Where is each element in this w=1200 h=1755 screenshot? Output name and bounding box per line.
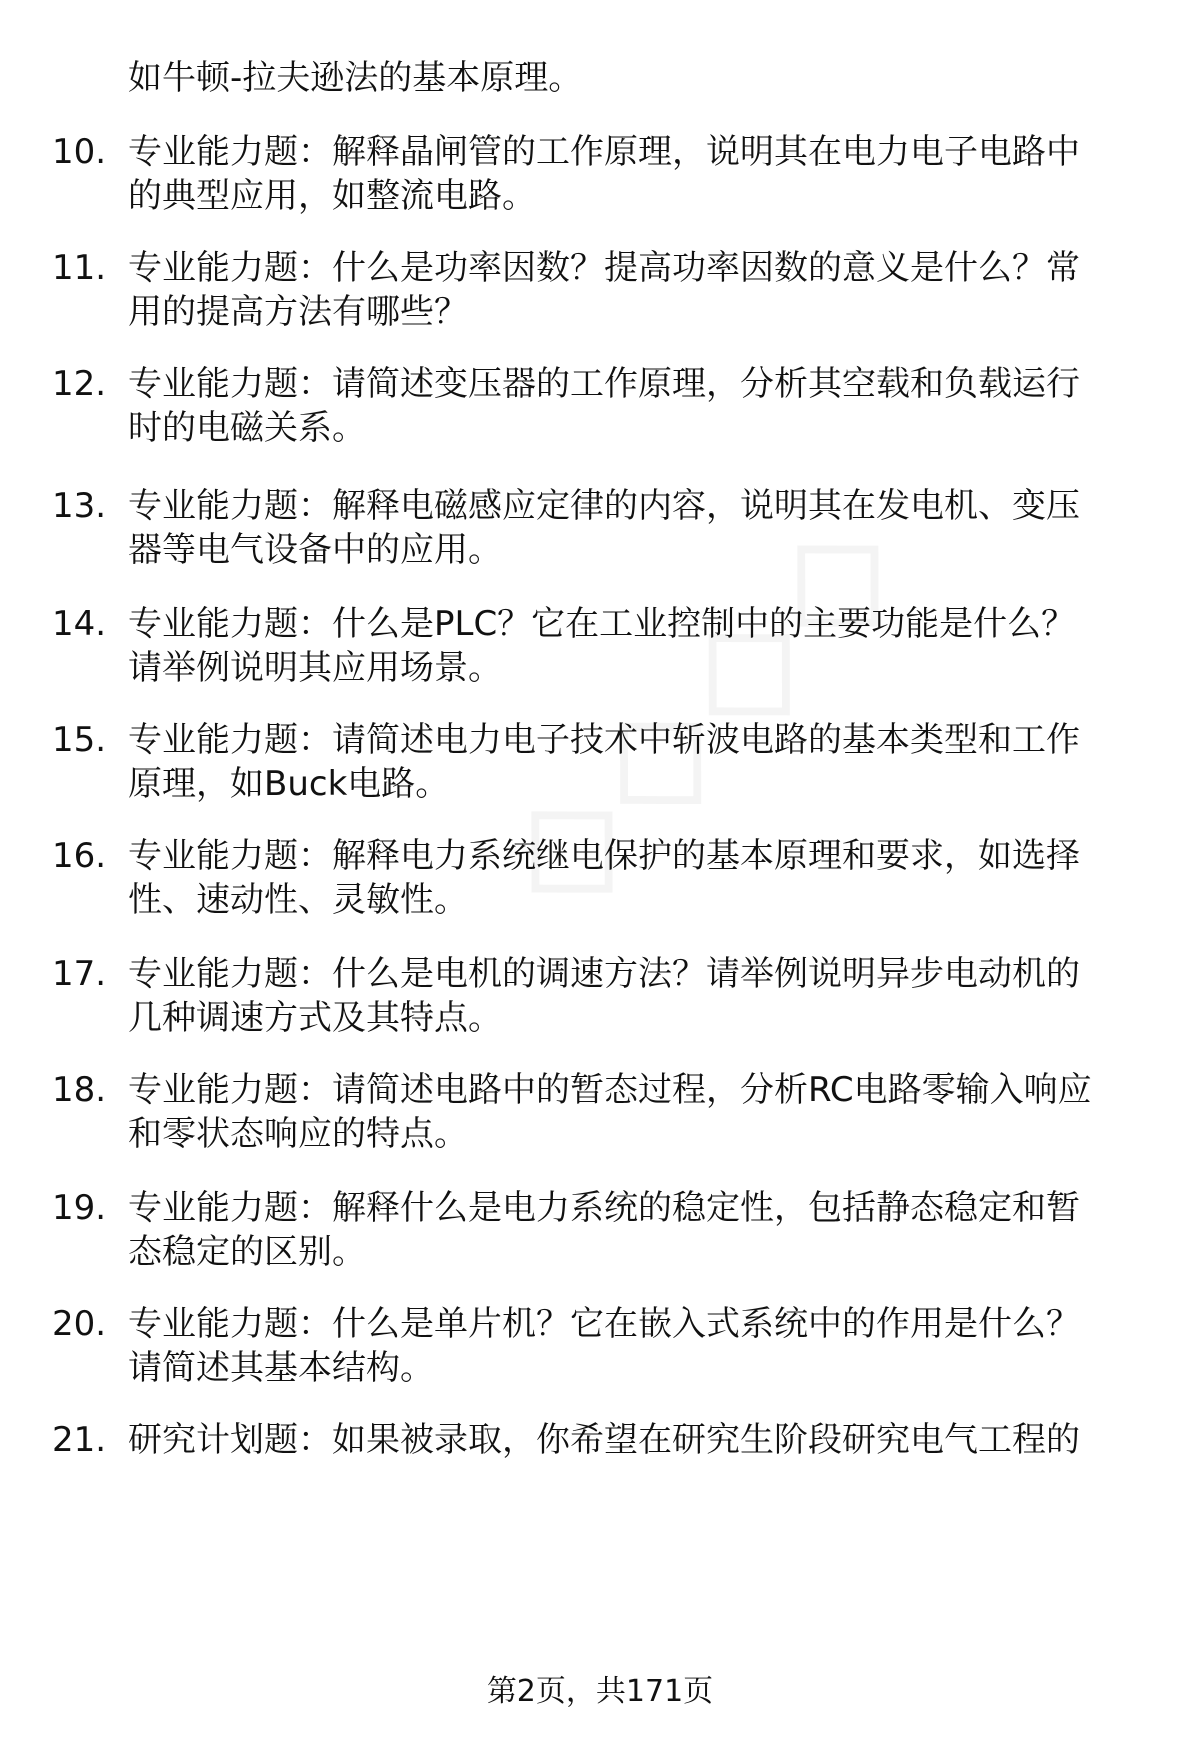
item-text-line-1: 专业能力题：什么是功率因数？提高功率因数的意义是什么？常: [128, 248, 1080, 288]
item-text-line-1: 专业能力题：请简述电路中的暂态过程，分析RC电路零输入响应: [128, 1070, 1092, 1110]
item-text-line-2: 的典型应用，如整流电路。: [128, 176, 536, 216]
item-text-line-1: 专业能力题：解释什么是电力系统的稳定性，包括静态稳定和暂: [128, 1188, 1080, 1228]
item-number: 19.: [52, 1188, 107, 1228]
item-text-line-2: 用的提高方法有哪些？: [128, 292, 468, 332]
item-number: 11.: [52, 248, 107, 288]
item-number: 12.: [52, 364, 107, 404]
item-text-line-2: 几种调速方式及其特点。: [128, 998, 502, 1038]
continuation-line: 如牛顿-拉夫逊法的基本原理。: [128, 58, 583, 98]
item-text-line-1: 专业能力题：解释电磁感应定律的内容，说明其在发电机、变压: [128, 486, 1080, 526]
item-number: 20.: [52, 1304, 107, 1344]
item-text-line-1: 专业能力题：什么是电机的调速方法？请举例说明异步电动机的: [128, 954, 1080, 994]
item-number: 14.: [52, 604, 107, 644]
item-text-line-2: 性、速动性、灵敏性。: [128, 880, 468, 920]
item-number: 10.: [52, 132, 107, 172]
item-text-line-1: 专业能力题：什么是单片机？它在嵌入式系统中的作用是什么？: [128, 1304, 1080, 1344]
item-text-line-1: 专业能力题：什么是PLC？它在工业控制中的主要功能是什么？: [128, 604, 1076, 644]
item-text-line-1: 专业能力题：解释电力系统继电保护的基本原理和要求，如选择: [128, 836, 1080, 876]
item-text-line-2: 和零状态响应的特点。: [128, 1114, 468, 1154]
item-number: 15.: [52, 720, 107, 760]
item-text-line-1: 专业能力题：请简述电力电子技术中斩波电路的基本类型和工作: [128, 720, 1080, 760]
page-footer: 第2页，共171页: [486, 1674, 714, 1709]
item-text-line-2: 器等电气设备中的应用。: [128, 530, 502, 570]
item-text-line-1: 研究计划题：如果被录取，你希望在研究生阶段研究电气工程的: [128, 1420, 1080, 1460]
item-text-line-1: 专业能力题：解释晶闸管的工作原理，说明其在电力电子电路中: [128, 132, 1080, 172]
item-text-line-2: 态稳定的区别。: [128, 1232, 366, 1272]
item-number: 18.: [52, 1070, 107, 1110]
item-number: 21.: [52, 1420, 107, 1460]
item-text-line-1: 专业能力题：请简述变压器的工作原理，分析其空载和负载运行: [128, 364, 1080, 404]
item-number: 16.: [52, 836, 107, 876]
item-text-line-2: 时的电磁关系。: [128, 408, 366, 448]
item-number: 13.: [52, 486, 107, 526]
item-text-line-2: 请举例说明其应用场景。: [128, 648, 502, 688]
item-text-line-2: 原理，如Buck电路。: [128, 764, 450, 804]
item-text-line-2: 请简述其基本结构。: [128, 1348, 434, 1388]
item-number: 17.: [52, 954, 107, 994]
